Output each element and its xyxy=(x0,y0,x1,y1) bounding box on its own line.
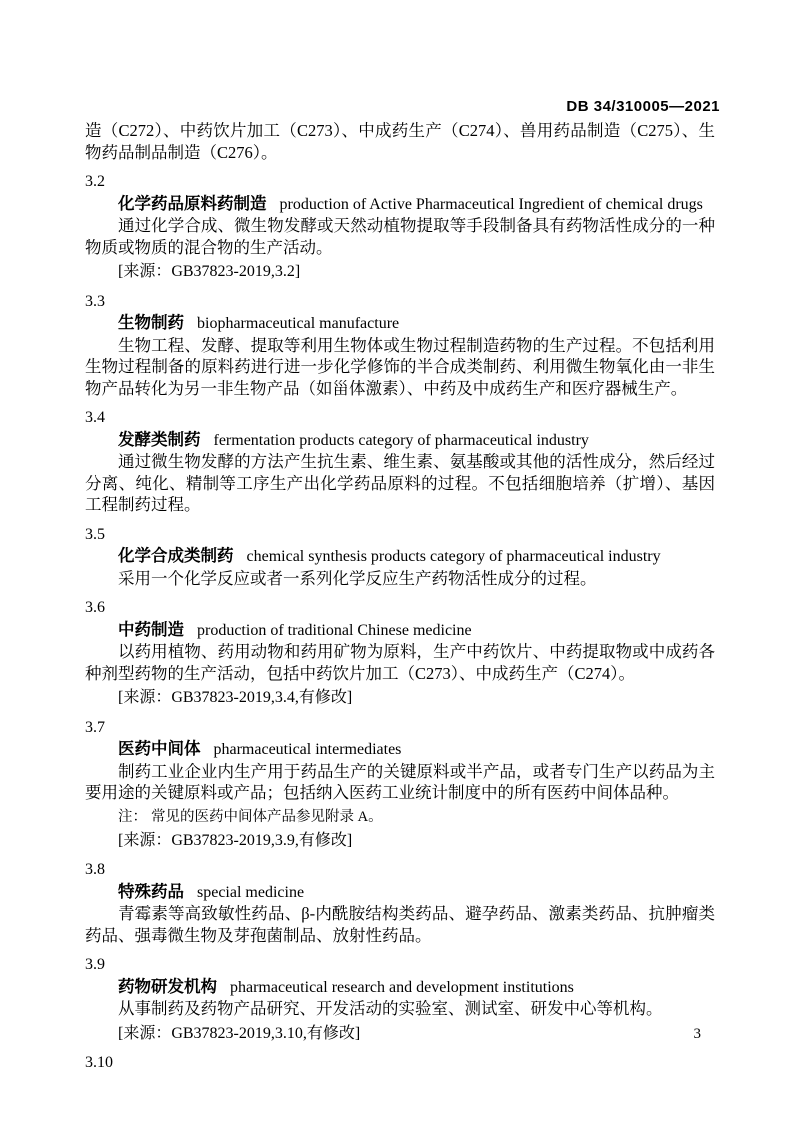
term-english: pharmaceutical research and development institutions xyxy=(230,978,574,996)
term-english: pharmaceutical intermediates xyxy=(213,741,402,758)
term-english: biopharmaceutical manufacture xyxy=(197,315,400,332)
definition-text: 以药用植物、药用动物和药用矿物为原料，生产中药饮片、中药提取物或中成药各种剂型药物的生产活动，包括中药饮片加工（C273）、中成药生产（C274）。 xyxy=(85,642,715,683)
term-line xyxy=(85,976,715,999)
term-line xyxy=(85,312,715,335)
definition-text: 通过化学合成、微生物发酵或天然动植物提取等手段制备具有药物活性成分的一种物质或物质的混合物的生产活动。 xyxy=(85,216,715,257)
page-content xyxy=(85,120,715,1074)
term-chinese: 医药中间体 xyxy=(118,740,201,758)
section-number: 3.5 xyxy=(85,525,105,543)
definition-text: 通过微生物发酵的方法产生抗生素、维生素、氨基酸或其他的活性成分，然后经过分离、纯化、精制等工序生产出化学药品原料的过程。不包括细胞培养（扩增）、基因工程制药过程。 xyxy=(85,452,715,514)
definition-section xyxy=(85,954,715,1044)
definition-section xyxy=(85,597,715,709)
sections-container xyxy=(85,171,715,1074)
section-number: 3.10 xyxy=(85,1054,113,1071)
definition-text: 制药工业企业内生产用于药品生产的关键原料或半产品，或者专门生产以药品为主要用途的关键原料或产品；包括纳入医药工业统计制度中的所有医药中间体品种。 xyxy=(85,761,715,802)
term-chinese: 化学药品原料药制造 xyxy=(118,194,267,213)
term-chinese: 药物研发机构 xyxy=(118,977,217,996)
term-english: production of traditional Chinese medicine xyxy=(197,621,472,639)
section-number: 3.9 xyxy=(85,956,105,973)
term-line xyxy=(85,545,715,568)
definition-section xyxy=(85,291,715,400)
definition-section xyxy=(85,407,715,516)
source-reference: [来源：GB37823-2019,3.2] xyxy=(118,263,301,280)
note-line xyxy=(85,807,715,827)
definition-section xyxy=(85,524,715,590)
term-chinese: 生物制药 xyxy=(118,314,184,332)
source-reference: [来源：GB37823-2019,3.10,有修改] xyxy=(118,1024,361,1042)
section-number: 3.4 xyxy=(85,409,105,426)
section-number: 3.7 xyxy=(85,718,105,736)
section-number: 3.6 xyxy=(85,599,105,616)
section-number: 3.3 xyxy=(85,292,105,310)
section-number: 3.8 xyxy=(85,861,105,878)
term-english: production of Active Pharmaceutical Ingredient of chemical drugs xyxy=(279,195,703,213)
note-text: 常见的医药中间体产品参见附录 A。 xyxy=(151,808,383,825)
term-chinese: 化学合成类制药 xyxy=(118,547,234,565)
definition-text: 青霉素等高致敏性药品、β-内酰胺结构类药品、避孕药品、激素类药品、抗肿瘤类药品、强毒微生物及芽孢菌制品、放射性药品。 xyxy=(85,904,715,945)
term-chinese: 发酵类制药 xyxy=(118,430,201,449)
definition-text: 从事制药及药物产品研究、开发活动的实验室、测试室、研发中心等机构。 xyxy=(118,999,663,1018)
section-number: 3.2 xyxy=(85,173,105,190)
source-reference: [来源：GB37823-2019,3.4,有修改] xyxy=(118,689,353,706)
term-line xyxy=(85,193,715,216)
definition-section xyxy=(85,171,715,283)
term-chinese: 特殊药品 xyxy=(118,882,184,901)
definition-text: 采用一个化学反应或者一系列化学反应生产药物活性成分的过程。 xyxy=(118,568,597,588)
term-chinese: 中药制造 xyxy=(118,620,184,639)
page-number: 3 xyxy=(693,1026,701,1042)
definition-section xyxy=(85,717,715,852)
term-english: chemical synthesis products category of pharmaceutical industry xyxy=(246,548,661,565)
definition-text: 生物工程、发酵、提取等利用生物体或生物过程制造药物的生产过程。不包括利用生物过程制备的原料药进行进一步化学修饰的半合成类制药、利用微生物氧化由一非生物产品转化为另一非生物产品（如甾体激素）、中药及中成药生产和医疗器械生产。 xyxy=(85,335,715,398)
term-english: special medicine xyxy=(197,883,305,901)
source-reference: [来源：GB37823-2019,3.9,有修改] xyxy=(118,831,353,849)
definition-section xyxy=(85,1052,715,1074)
definition-section xyxy=(85,859,715,946)
term-line xyxy=(85,429,715,452)
term-line xyxy=(85,881,715,904)
standard-code-header: DB 34/310005—2021 xyxy=(566,98,720,115)
term-english: fermentation products category of pharmaceutical industry xyxy=(213,431,589,449)
note-label: 注： xyxy=(118,808,147,825)
term-line xyxy=(85,619,715,642)
term-line xyxy=(85,738,715,761)
continuation-paragraph: 造（C272）、中药饮片加工（C273）、中成药生产（C274）、兽用药品制造（C275）、生物药品制品制造（C276）。 xyxy=(85,121,715,162)
